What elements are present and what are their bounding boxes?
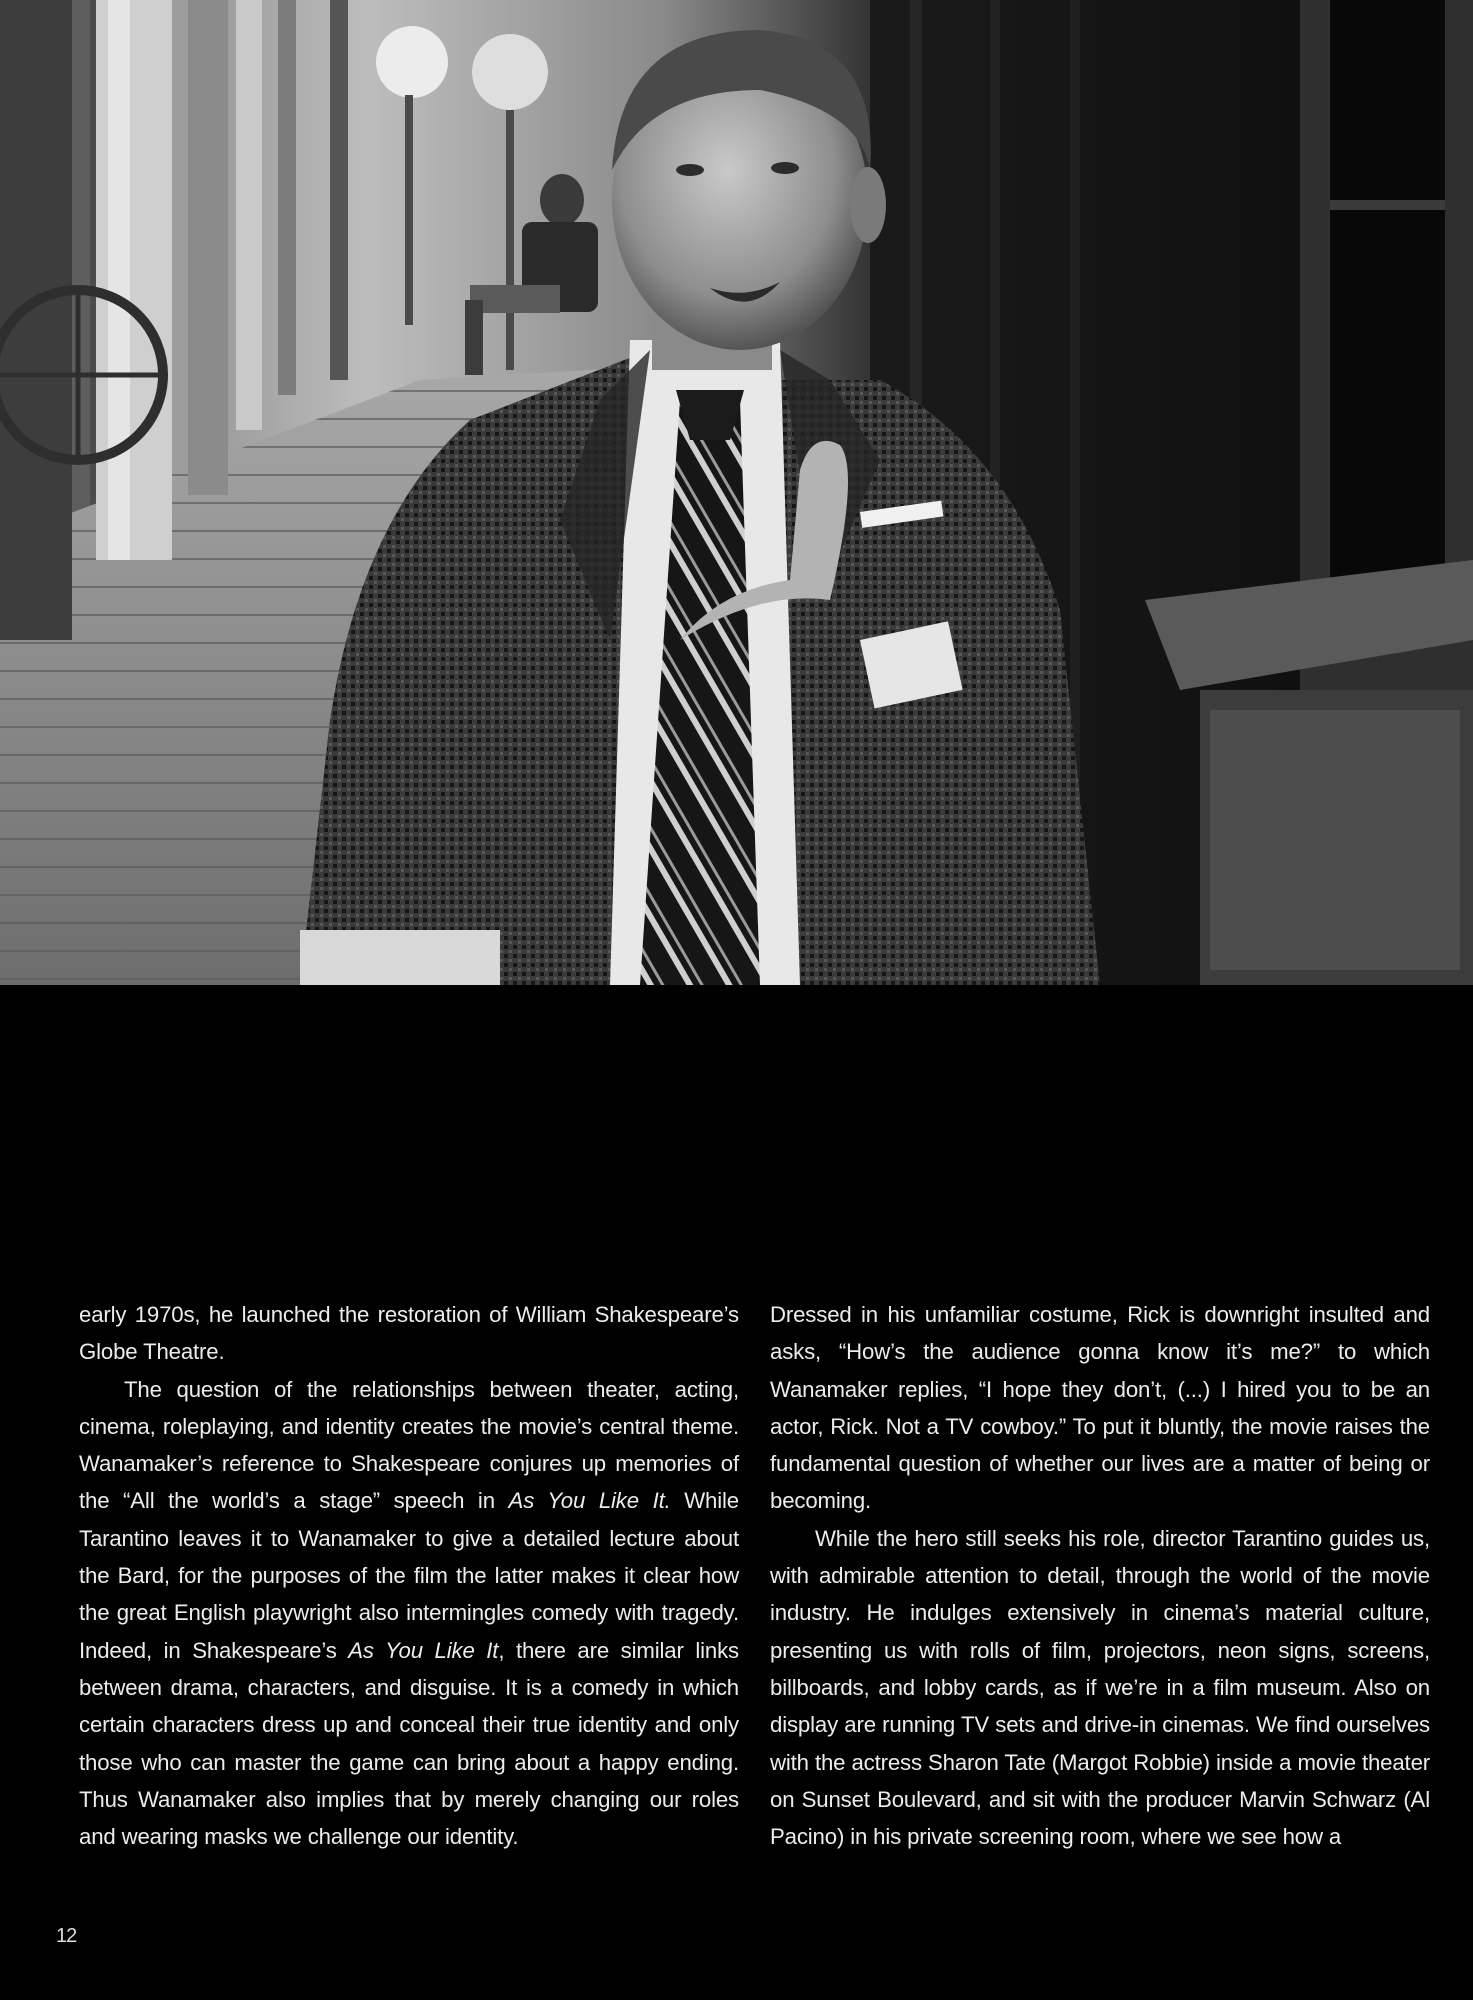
left-paragraph-1: early 1970s, he launched the restoration of William Shakespeare’s Globe Theatre.	[79, 1302, 739, 1365]
left-paragraph-2-part-b: While Tarantino leaves it to Wanamaker to give a detailed lecture about the Bard, for the purposes of the film the latter makes it clear how the great English playwright also intermingles comedy with tragedy. Indeed, in Shakespeare’s	[79, 1488, 739, 1663]
play-title-as-you-like-it-2: As You Like It	[348, 1637, 499, 1663]
left-paragraph-2-part-a: The question of the relationships between theater, acting, cinema, roleplaying, and identity creates the movie’s central theme. Wanamaker’s reference to Shakespeare conjures up memories of the “All the world’s a stage” speech in	[79, 1376, 739, 1514]
photo-illustration	[0, 0, 1473, 985]
hero-photo	[0, 0, 1473, 985]
left-paragraph-2-part-c: , there are similar links between drama, characters, and disguise. It is a comedy in which certain characters dress up and conceal their true identity and only those who can master the game can bring about a happy ending. Thus Wanamaker also implies that by merely changing our roles and wearing masks we challenge our identity.	[79, 1637, 739, 1850]
left-paragraph-2	[79, 1371, 739, 1856]
left-column	[79, 1296, 739, 1855]
play-title-as-you-like-it: As You Like It.	[508, 1488, 671, 1514]
right-paragraph-1: Dressed in his unfamiliar costume, Rick is downright insulted and asks, “How’s the audience gonna know it’s me?” to which Wanamaker replies, “I hope they don’t, (...) I hired you to be an actor, Rick. Not a TV cowboy.” To put it bluntly, the movie raises the fundamental question of whether our lives are a matter of being or becoming.	[770, 1302, 1430, 1514]
page-number: 12	[56, 1925, 77, 1947]
right-paragraph-2: While the hero still seeks his role, director Tarantino guides us, with admirable attention to detail, through the world of the movie industry. He indulges extensively in cinema’s material culture, presenting us with rolls of film, projectors, neon signs, screens, billboards, and lobby cards, as if we’re in a film museum. Also on display are running TV sets and drive-in cinemas. We find ourselves with the actress Sharon Tate (Margot Robbie) inside a movie theater on Sunset Boulevard, and sit with the producer Marvin Schwarz (Al Pacino) in his private screening room, where we see how a	[770, 1525, 1430, 1850]
right-column	[770, 1296, 1430, 1855]
